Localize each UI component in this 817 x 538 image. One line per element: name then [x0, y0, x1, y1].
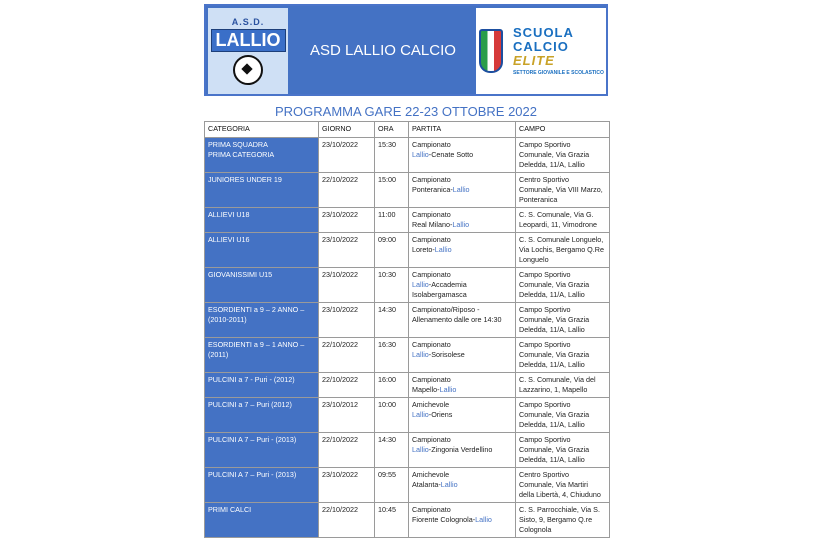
cell-ora: 15:30	[375, 138, 409, 173]
cell-giorno: 22/10/2022	[319, 173, 375, 208]
categoria-line: PRIMA SQUADRA	[208, 140, 268, 149]
header-campo: CAMPO	[516, 122, 610, 138]
categoria-line: (2010-2011)	[208, 315, 247, 324]
table-row	[205, 503, 610, 538]
club-header	[204, 4, 608, 96]
team-home: Lallio	[412, 280, 429, 289]
categoria-line: JUNIORES UNDER 19	[208, 175, 282, 184]
campo-line: Campo Sportivo	[519, 140, 571, 149]
campo-line: C. S. Comunale, Via del	[519, 375, 596, 384]
campo-line: C. S. Comunale Longuelo,	[519, 235, 604, 244]
team-separator: -	[438, 480, 441, 489]
cell-ora: 16:30	[375, 338, 409, 373]
campo-line: Colognola	[519, 525, 552, 534]
team-separator: -	[428, 280, 432, 289]
campo-line: Leopardi, 11, Vimodrone	[519, 220, 598, 229]
logo-subtitle: SETTORE GIOVANILE E SCOLASTICO	[513, 70, 604, 76]
match-type: Campionato	[412, 375, 451, 384]
team-separator: -	[450, 185, 453, 194]
team-home: Fiorente Colognola	[412, 515, 473, 524]
campo-line: C. S. Comunale, Via G.	[519, 210, 594, 219]
cell-campo	[516, 373, 610, 398]
campo-line: della Libertà, 4, Chiuduno	[519, 490, 601, 499]
cell-partita	[409, 468, 516, 503]
cell-categoria	[205, 398, 319, 433]
logo-name: LALLIO	[211, 29, 286, 52]
cell-campo	[516, 338, 610, 373]
cell-ora: 15:00	[375, 173, 409, 208]
cell-campo	[516, 303, 610, 338]
campo-line: Comunale, Via Grazia	[519, 280, 590, 289]
header-categoria: CATEGORIA	[205, 122, 319, 138]
campo-line: Via Lochis, Bergamo Q.Re	[519, 245, 604, 254]
table-row	[205, 303, 610, 338]
campo-line: Deledda, 11/A, Lallio	[519, 455, 585, 464]
header-ora: ORA	[375, 122, 409, 138]
cell-campo	[516, 468, 610, 503]
team-away: Lallio	[434, 245, 452, 254]
campo-line: Deledda, 11/A, Lallio	[519, 290, 585, 299]
campo-line: Comunale, Via Grazia	[519, 410, 590, 419]
team-home: Allenamento dalle ore 14:30	[412, 315, 502, 324]
team-home: Lallio	[412, 445, 429, 454]
campo-line: Comunale, Via Grazia	[519, 445, 590, 454]
table-row	[205, 268, 610, 303]
team-away: Lallio	[452, 220, 470, 229]
team-separator: -	[449, 220, 453, 229]
match-schedule-table	[204, 121, 610, 538]
cell-categoria	[205, 303, 319, 338]
match-type: Amichevole	[412, 470, 450, 479]
team-separator: -	[428, 445, 432, 454]
cell-ora: 14:30	[375, 433, 409, 468]
cell-giorno: 23/10/2022	[319, 233, 375, 268]
categoria-line: ESORDIENTI a 9 – 2 ANNO –	[208, 305, 305, 314]
cell-partita	[409, 503, 516, 538]
logo-line2a: CALCIO	[513, 39, 569, 54]
campo-line: Comunale, Via Grazia	[519, 315, 590, 324]
cell-campo	[516, 173, 610, 208]
logo-line2b: ELITE	[513, 53, 555, 68]
cell-giorno: 23/10/2022	[319, 268, 375, 303]
cell-giorno: 23/10/2022	[319, 468, 375, 503]
campo-line: Centro Sportivo	[519, 470, 569, 479]
campo-line: Ponteranica	[519, 195, 558, 204]
cell-giorno: 22/10/2022	[319, 338, 375, 373]
campo-line: Campo Sportivo	[519, 400, 571, 409]
club-logo	[208, 8, 288, 94]
team-away: Zingonia Verdellino	[431, 445, 493, 454]
cell-giorno: 23/10/2012	[319, 398, 375, 433]
cell-ora: 09:55	[375, 468, 409, 503]
team-home: Real Milano	[412, 220, 450, 229]
program-title: PROGRAMMA GARE 22-23 OTTOBRE 2022	[274, 104, 537, 119]
match-type: Campionato	[412, 235, 451, 244]
cell-ora: 11:00	[375, 208, 409, 233]
campo-line: Deledda, 11/A, Lallio	[519, 420, 585, 429]
match-type: Campionato	[412, 270, 451, 279]
match-type: Campionato	[412, 340, 451, 349]
team-home: Lallio	[412, 150, 429, 159]
team-away: Lallio	[475, 515, 492, 524]
team-separator: -	[432, 245, 435, 254]
cell-ora: 14:30	[375, 303, 409, 338]
cell-partita	[409, 398, 516, 433]
cell-campo	[516, 398, 610, 433]
match-type: Campionato	[412, 210, 451, 219]
table-row	[205, 233, 610, 268]
cell-ora: 09:00	[375, 233, 409, 268]
team-away: Sorisolese	[431, 350, 465, 359]
campo-line: Campo Sportivo	[519, 270, 571, 279]
campo-line: C. S. Parrocchiale, Via S.	[519, 505, 600, 514]
cell-campo	[516, 268, 610, 303]
categoria-line: PRIMA CATEGORIA	[208, 150, 275, 159]
header-partita: PARTITA	[409, 122, 516, 138]
table-row	[205, 468, 610, 503]
campo-line: Campo Sportivo	[519, 305, 571, 314]
table-row	[205, 373, 610, 398]
table-row	[205, 138, 610, 173]
cell-giorno: 22/10/2022	[319, 503, 375, 538]
cell-giorno: 22/10/2022	[319, 433, 375, 468]
cell-campo	[516, 433, 610, 468]
cell-giorno: 23/10/2022	[319, 303, 375, 338]
table-row	[205, 338, 610, 373]
cell-categoria	[205, 173, 319, 208]
campo-line: Campo Sportivo	[519, 340, 571, 349]
team-away: Oriens	[431, 410, 453, 419]
team-separator: -	[428, 350, 432, 359]
table-row	[205, 433, 610, 468]
cell-categoria	[205, 503, 319, 538]
cell-ora: 16:00	[375, 373, 409, 398]
campo-line: Comunale, Via VIII Marzo,	[519, 185, 603, 194]
cell-categoria	[205, 433, 319, 468]
match-type: Campionato	[412, 435, 451, 444]
categoria-line: PRIMI CALCI	[208, 505, 252, 514]
cell-partita	[409, 208, 516, 233]
cell-giorno: 22/10/2022	[319, 373, 375, 398]
campo-line: Deledda, 11/A, Lallio	[519, 160, 585, 169]
categoria-line: PULCINI a 7 - Puri - (2012)	[208, 375, 295, 384]
categoria-line: ESORDIENTI a 9 – 1 ANNO –	[208, 340, 305, 349]
campo-line: Longuelo	[519, 255, 549, 264]
categoria-line: PULCINI A 7 – Puri - (2013)	[208, 435, 297, 444]
match-type: Campionato	[412, 505, 451, 514]
campo-line: Comunale, Via Martiri	[519, 480, 588, 489]
campo-line: Sisto, 9, Bergamo Q.re	[519, 515, 593, 524]
team-separator: -	[428, 150, 432, 159]
campo-line: Deledda, 11/A, Lallio	[519, 325, 585, 334]
match-type: Amichevole	[412, 400, 450, 409]
categoria-line: PULCINI A 7 – Puri - (2013)	[208, 470, 297, 479]
team-home: Mapello	[412, 385, 438, 394]
cell-partita	[409, 173, 516, 208]
campo-line: Centro Sportivo	[519, 175, 569, 184]
scuola-calcio-elite-logo	[476, 8, 606, 94]
categoria-line: PULCINI a 7 – Puri (2012)	[208, 400, 292, 409]
team-separator: -	[437, 385, 440, 394]
cell-ora: 10:30	[375, 268, 409, 303]
cell-campo	[516, 208, 610, 233]
cell-categoria	[205, 268, 319, 303]
table-row	[205, 398, 610, 433]
cell-campo	[516, 503, 610, 538]
cell-ora: 10:00	[375, 398, 409, 433]
table-row	[205, 208, 610, 233]
club-title: ASD LALLIO CALCIO	[310, 41, 456, 59]
team-home: Lallio	[412, 350, 429, 359]
cell-partita	[409, 138, 516, 173]
cell-campo	[516, 233, 610, 268]
team-home: Atalanta	[412, 480, 439, 489]
match-type: Campionato	[412, 175, 451, 184]
cell-categoria	[205, 208, 319, 233]
team-away: Lallio	[440, 480, 458, 489]
categoria-line: ALLIEVI U16	[208, 235, 250, 244]
team-separator: -	[472, 515, 476, 524]
logo-line1: SCUOLA	[513, 25, 574, 40]
team-away: Lallio	[452, 185, 470, 194]
cell-partita	[409, 233, 516, 268]
match-type: Campionato/Riposo -	[412, 305, 480, 314]
team-home: Lallio	[412, 410, 429, 419]
cell-ora: 10:45	[375, 503, 409, 538]
cell-partita	[409, 303, 516, 338]
campo-line: Campo Sportivo	[519, 435, 571, 444]
soccer-ball-icon	[233, 55, 263, 85]
cell-campo	[516, 138, 610, 173]
figc-shield-icon	[479, 29, 503, 73]
cell-categoria	[205, 468, 319, 503]
team-home: Ponteranica	[412, 185, 451, 194]
cell-categoria	[205, 233, 319, 268]
team-separator: -	[428, 410, 432, 419]
cell-categoria	[205, 373, 319, 398]
categoria-line: ALLIEVI U18	[208, 210, 250, 219]
cell-partita	[409, 268, 516, 303]
table-header-row	[205, 122, 610, 138]
cell-partita	[409, 433, 516, 468]
team-away: Lallio	[439, 385, 457, 394]
header-giorno: GIORNO	[319, 122, 375, 138]
logo-top-text: A.S.D.	[231, 17, 265, 27]
team-home: Loreto	[412, 245, 433, 254]
cell-categoria	[205, 138, 319, 173]
campo-line: Deledda, 11/A, Lallio	[519, 360, 585, 369]
match-type: Campionato	[412, 140, 451, 149]
categoria-line: (2011)	[208, 350, 229, 359]
categoria-line: GIOVANISSIMI U15	[208, 270, 273, 279]
team-away: Cenate Sotto	[431, 150, 474, 159]
cell-categoria	[205, 338, 319, 373]
table-row	[205, 173, 610, 208]
campo-line: Lazzarino, 1, Mapello	[519, 385, 588, 394]
cell-giorno: 23/10/2022	[319, 138, 375, 173]
campo-line: Comunale, Via Grazia	[519, 150, 590, 159]
team-away: Accademia Isolabergamasca	[412, 280, 467, 299]
cell-partita	[409, 373, 516, 398]
campo-line: Comunale, Via Grazia	[519, 350, 590, 359]
cell-partita	[409, 338, 516, 373]
cell-giorno: 23/10/2022	[319, 208, 375, 233]
